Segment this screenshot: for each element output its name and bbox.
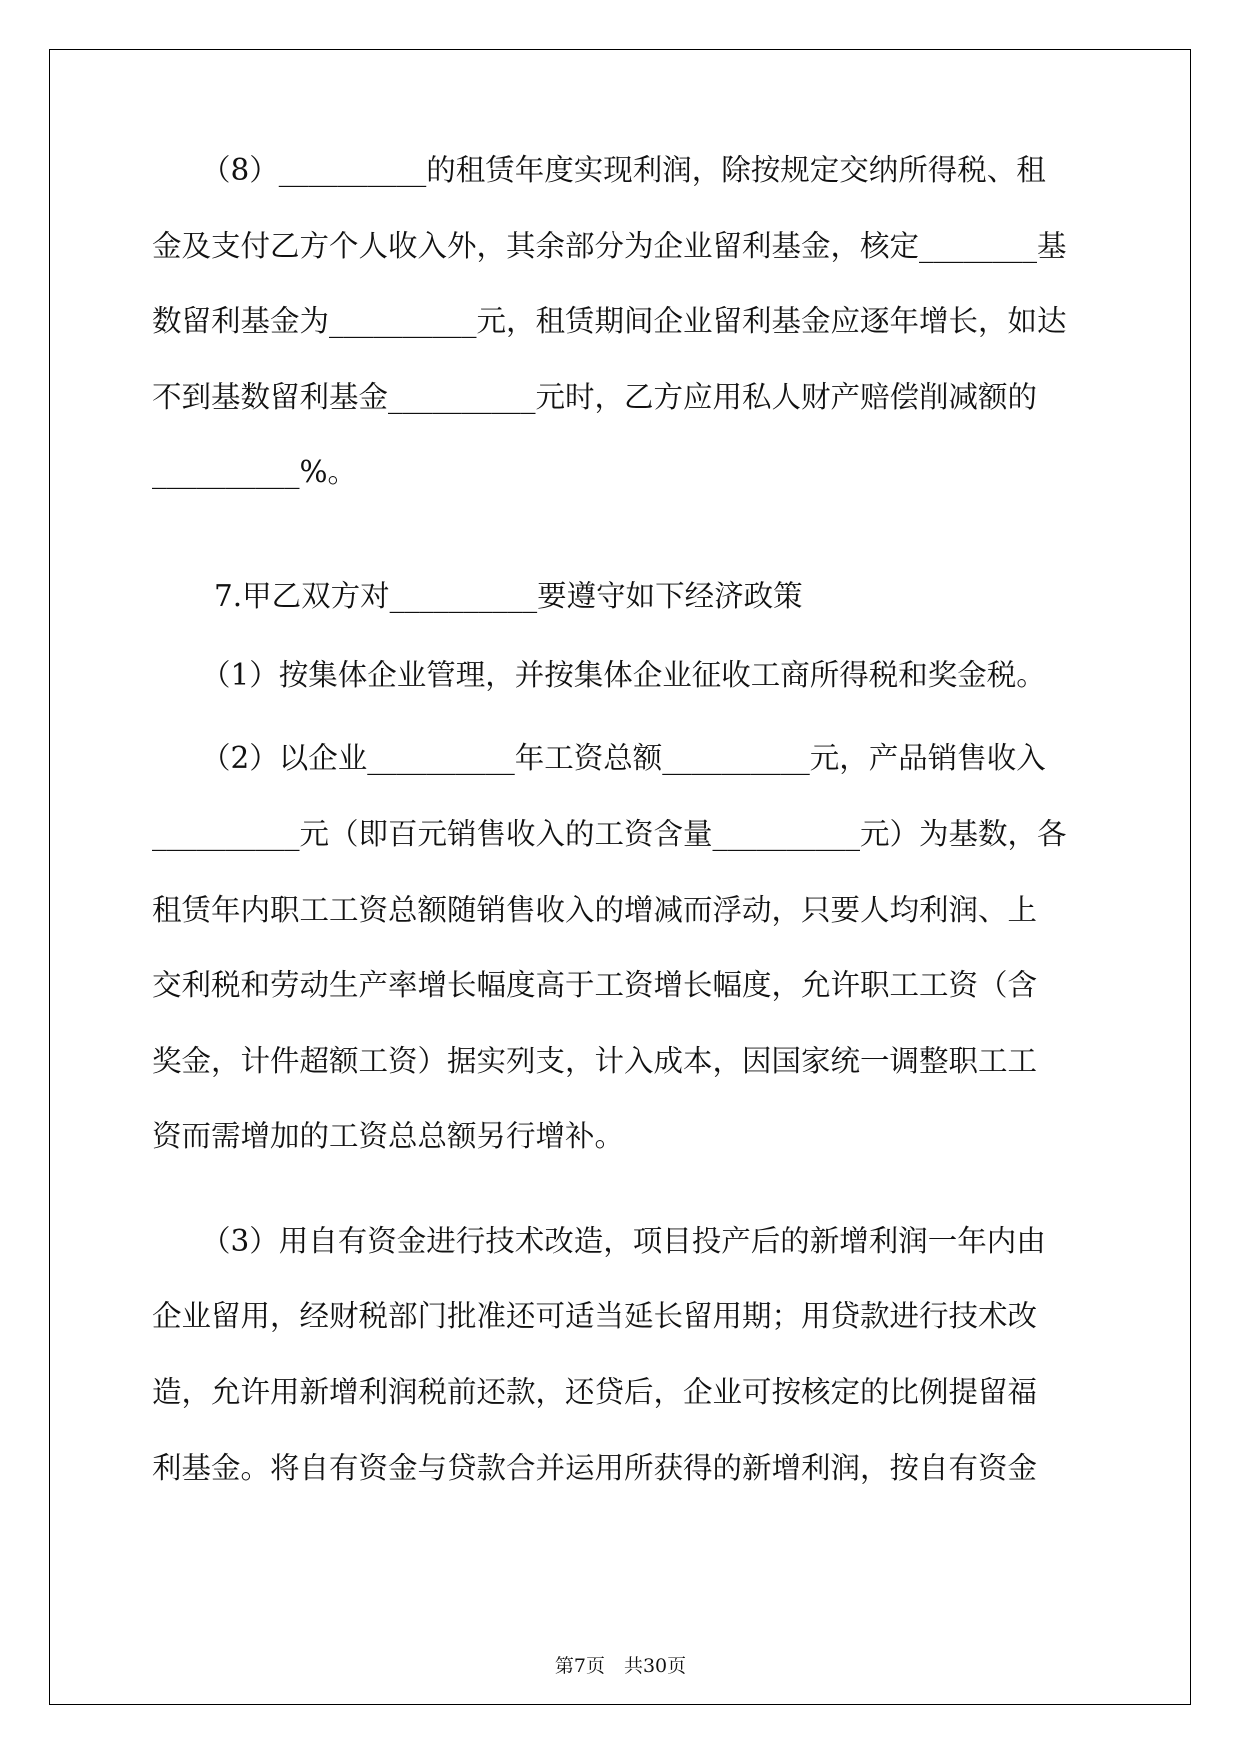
- paragraph-line: （2）以企业__________年工资总额__________元，产品销售收入: [201, 741, 1046, 775]
- section-heading: 7.甲乙双方对__________要遵守如下经济政策: [214, 579, 803, 613]
- paragraph-line: 利基金。将自有资金与贷款合并运用所获得的新增利润，按自有资金: [152, 1451, 1038, 1485]
- paragraph-line: __________%。: [152, 455, 358, 489]
- paragraph-line: 不到基数留利基金__________元时，乙方应用私人财产赔偿削减额的: [152, 380, 1038, 414]
- paragraph-line: 金及支付乙方个人收入外，其余部分为企业留利基金，核定________基: [152, 229, 1067, 263]
- paragraph-line: 资而需增加的工资总总额另行增补。: [152, 1119, 625, 1153]
- paragraph-line: 企业留用，经财税部门批准还可适当延长留用期；用贷款进行技术改: [152, 1299, 1038, 1333]
- paragraph-line: 租赁年内职工工资总额随销售收入的增减而浮动，只要人均利润、上: [152, 893, 1038, 927]
- paragraph-line: （8）__________的租赁年度实现利润，除按规定交纳所得税、租: [201, 153, 1046, 187]
- paragraph-line: 交利税和劳动生产率增长幅度高于工资增长幅度，允许职工工资（含: [152, 968, 1038, 1002]
- paragraph-line: （1）按集体企业管理，并按集体企业征收工商所得税和奖金税。: [201, 658, 1046, 692]
- paragraph-line: 造，允许用新增利润税前还款，还贷后，企业可按核定的比例提留福: [152, 1375, 1038, 1409]
- paragraph-line: （3）用自有资金进行技术改造，项目投产后的新增利润一年内由: [201, 1224, 1046, 1258]
- paragraph-line: 数留利基金为__________元，租赁期间企业留利基金应逐年增长，如达: [152, 304, 1067, 338]
- paragraph-line: __________元（即百元销售收入的工资含量__________元）为基数，各: [152, 817, 1067, 851]
- paragraph-line: 奖金，计件超额工资）据实列支，计入成本，因国家统一调整职工工: [152, 1044, 1038, 1078]
- page-number-footer: 第7页 共30页: [554, 1655, 687, 1677]
